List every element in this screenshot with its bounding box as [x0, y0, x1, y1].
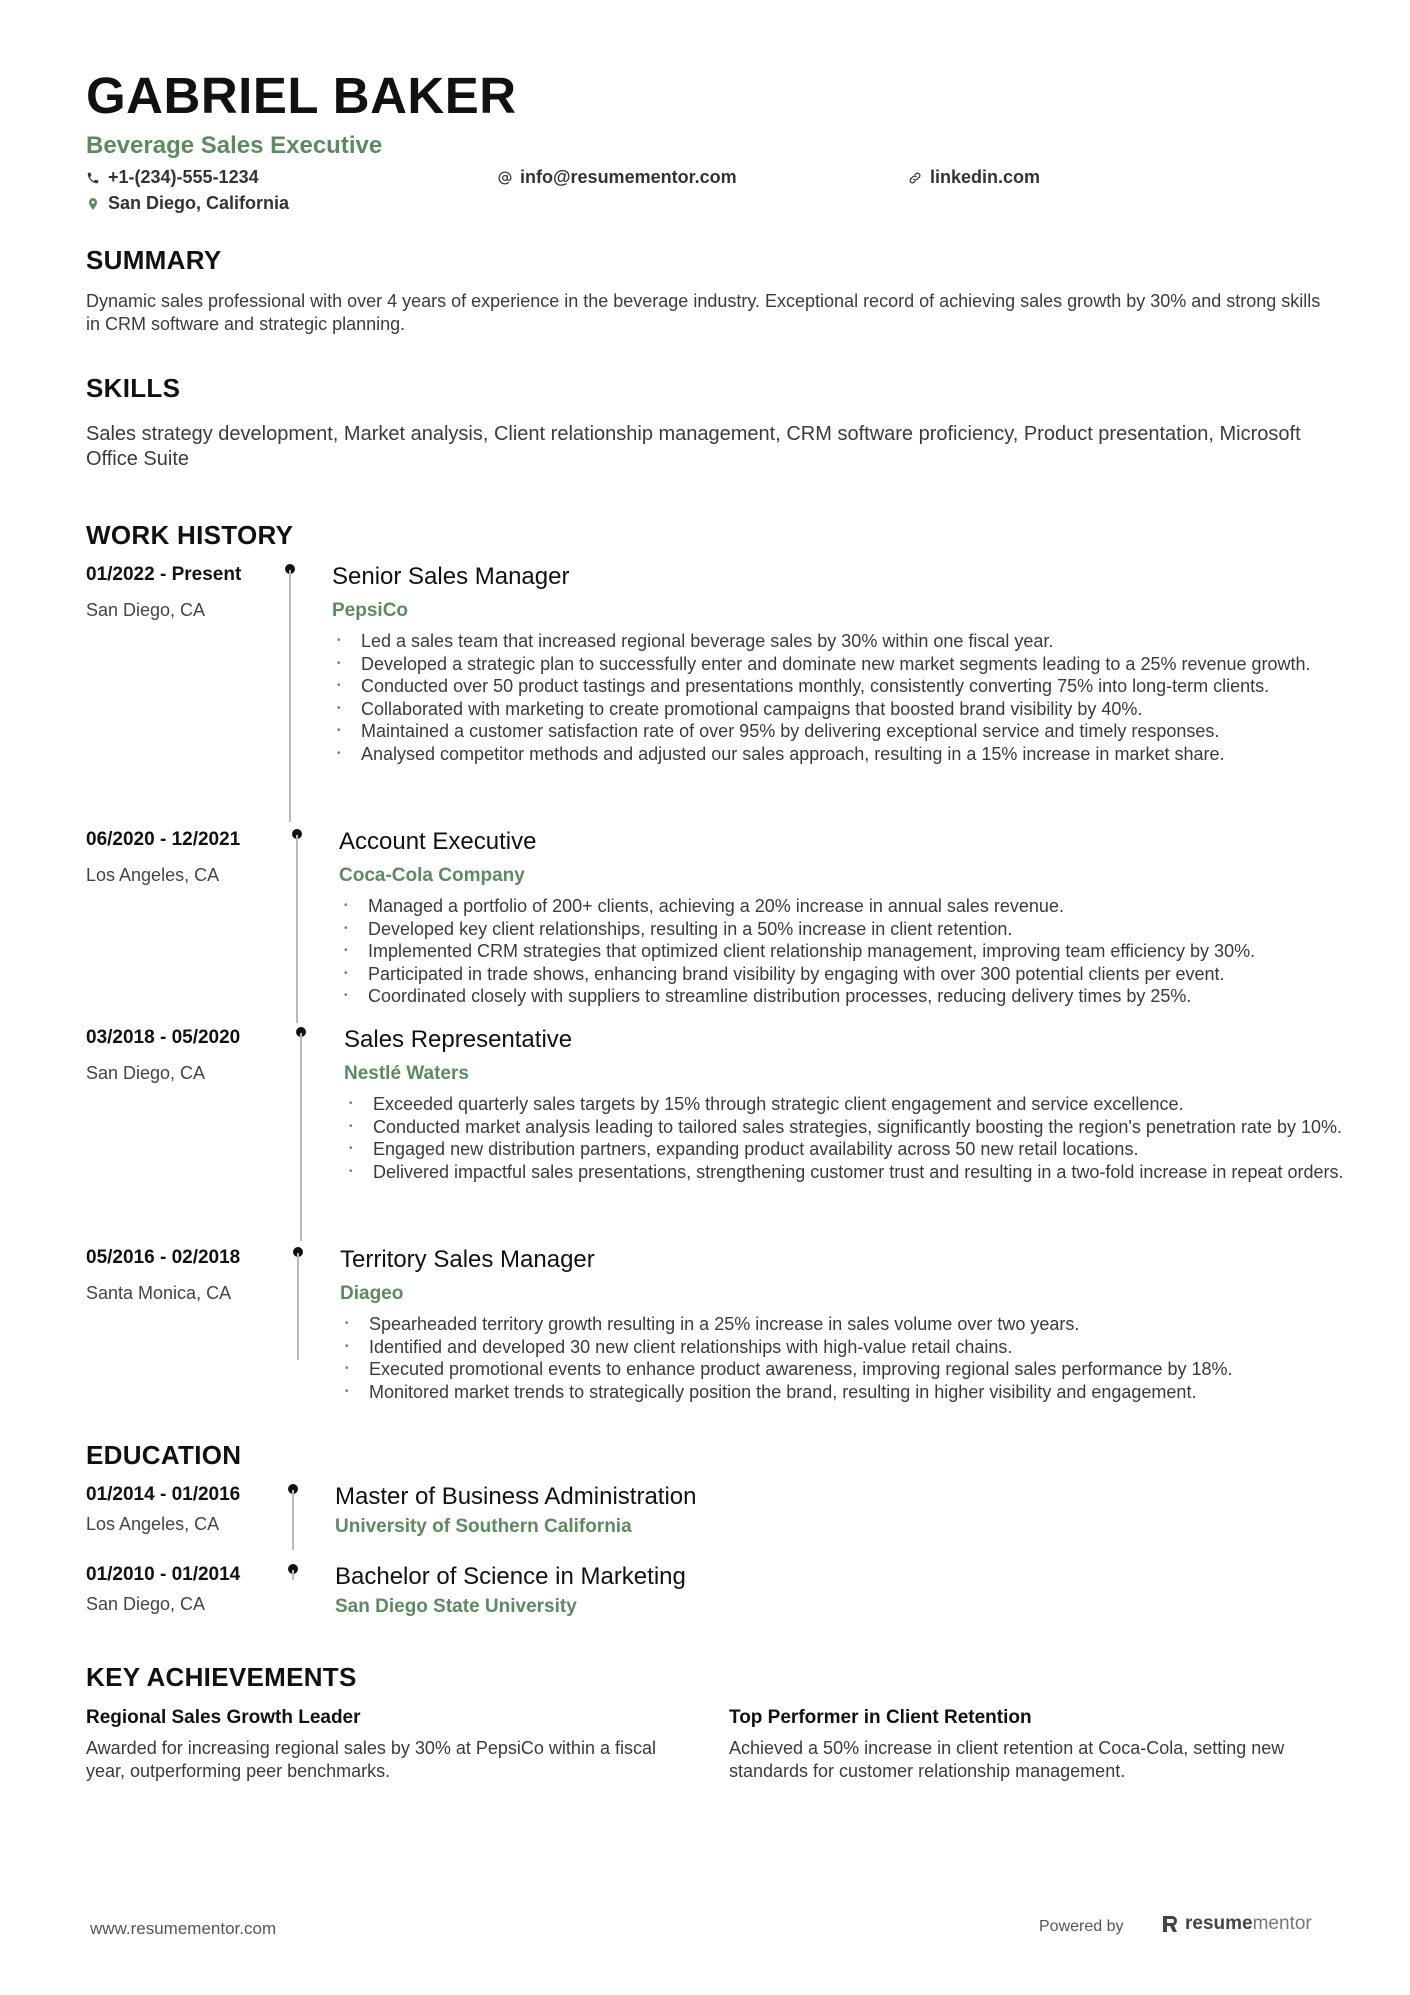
job-company: Coca-Cola Company: [339, 865, 525, 887]
education-degree: Master of Business Administration: [335, 1483, 697, 1510]
job-bullets: [339, 895, 1339, 1008]
achievement-desc: Achieved a 50% increase in client retention at Coca-Cola, setting new standards for customer relationship management.: [729, 1738, 1285, 1781]
job-dates: 01/2022 - Present: [86, 564, 242, 585]
education-location: Los Angeles, CA: [86, 1514, 220, 1534]
job-bullet: • Identified and developed 30 new client relationships with high-value retail chains.: [340, 1336, 1340, 1359]
skills-text: Sales strategy development, Market analysis, Client relationship management, CRM software proficiency, Product presentation, Microsoft Office Suite: [86, 423, 1301, 470]
at-icon: [498, 171, 512, 185]
job-bullet: • Implemented CRM strategies that optimized client relationship management, improving team efficiency by 30%.: [339, 940, 1339, 963]
timeline-line: [300, 1033, 302, 1241]
achievement-item: [86, 1707, 666, 1783]
job-bullets: [344, 1093, 1344, 1183]
job-meta: [86, 1247, 286, 1304]
job-meta: [86, 829, 286, 886]
job-details: [339, 829, 1339, 1008]
job-bullet: • Participated in trade shows, enhancing brand visibility by engaging with over 300 potential clients per event.: [339, 963, 1339, 986]
job-bullet: • Developed key client relationships, resulting in a 50% increase in client retention.: [339, 918, 1339, 941]
job-details: [332, 564, 1332, 765]
skills-section: [86, 373, 1326, 472]
summary-heading: SUMMARY: [86, 245, 222, 275]
candidate-name: GABRIEL BAKER: [86, 67, 517, 124]
job-bullet: • Engaged new distribution partners, expanding product availability across 50 new retail locations.: [344, 1138, 1344, 1161]
resumementor-logo-icon: [1161, 1914, 1179, 1934]
job-role: Account Executive: [339, 828, 537, 855]
job-role: Territory Sales Manager: [340, 1246, 595, 1273]
job-bullets: [340, 1313, 1340, 1403]
education-heading: EDUCATION: [86, 1440, 242, 1470]
achievement-desc: Awarded for increasing regional sales by 30% at PepsiCo within a fiscal year, outperforming peer benchmarks.: [86, 1738, 656, 1781]
education-meta: [86, 1484, 286, 1535]
job-bullet: • Led a sales team that increased regional beverage sales by 30% within one fiscal year.: [332, 630, 1332, 653]
job-meta: [86, 564, 286, 621]
brand-name-part-1: resume: [1185, 1913, 1253, 1934]
work-history-section: [86, 520, 1326, 551]
education-school: San Diego State University: [335, 1596, 577, 1618]
job-bullet: • Spearheaded territory growth resulting in a 25% increase in sales volume over two years.: [340, 1313, 1340, 1336]
job-meta: [86, 1027, 286, 1084]
job-role: Senior Sales Manager: [332, 563, 570, 590]
phone-text: +1-(234)-555-1234: [108, 167, 259, 188]
timeline-line: [292, 1490, 294, 1550]
timeline-line: [292, 1570, 294, 1580]
job-company: PepsiCo: [332, 600, 409, 622]
contact-info: [86, 167, 1326, 225]
job-company: Nestlé Waters: [344, 1063, 469, 1085]
phone-contact: [86, 167, 259, 188]
education-location: San Diego, CA: [86, 1594, 206, 1614]
job-location: Los Angeles, CA: [86, 865, 220, 885]
job-location: San Diego, CA: [86, 600, 206, 620]
job-details: [344, 1027, 1344, 1183]
education-details: [335, 1484, 1235, 1538]
summary-text: Dynamic sales professional with over 4 years of experience in the beverage industry. Exceptional record of achieving sales growth by 30% and strong skills in CRM software and strategic planning.: [86, 291, 1321, 334]
link-icon: [908, 171, 922, 185]
job-details: [340, 1247, 1340, 1403]
phone-icon: [86, 171, 100, 185]
job-dates: 05/2016 - 02/2018: [86, 1247, 241, 1268]
education-dates: 01/2014 - 01/2016: [86, 1484, 241, 1505]
education-meta: [86, 1564, 286, 1615]
brand-name-part-2: mentor: [1252, 1913, 1312, 1934]
location-pin-icon: [86, 197, 100, 211]
job-bullet: • Developed a strategic plan to successfully enter and dominate new market segments leading to a 25% revenue growth.: [332, 653, 1332, 676]
powered-by-label: Powered by: [1039, 1918, 1124, 1935]
timeline-line: [297, 1253, 299, 1360]
linkedin-contact[interactable]: [908, 167, 1040, 188]
job-bullet: • Executed promotional events to enhance product awareness, improving regional sales performance by 18%.: [340, 1358, 1340, 1381]
education-degree: Bachelor of Science in Marketing: [335, 1563, 686, 1590]
email-contact[interactable]: [498, 167, 737, 188]
location-text: San Diego, California: [108, 193, 290, 214]
education-school: University of Southern California: [335, 1516, 632, 1538]
achievement-item: [729, 1707, 1329, 1783]
achievement-title: Top Performer in Client Retention: [729, 1707, 1032, 1728]
summary-section: [86, 245, 1326, 336]
job-title: Beverage Sales Executive: [86, 132, 383, 159]
education-details: [335, 1564, 1235, 1618]
job-bullet: • Managed a portfolio of 200+ clients, achieving a 20% increase in annual sales revenue.: [339, 895, 1339, 918]
brand-logo[interactable]: [1161, 1913, 1312, 1935]
job-location: San Diego, CA: [86, 1063, 206, 1083]
job-bullet: • Coordinated closely with suppliers to streamline distribution processes, reducing delivery times by 25%.: [339, 985, 1339, 1008]
job-bullet: • Conducted over 50 product tastings and presentations monthly, consistently converting 75% into long-term clients.: [332, 675, 1332, 698]
linkedin-text[interactable]: linkedin.com: [930, 167, 1041, 188]
job-dates: 03/2018 - 05/2020: [86, 1027, 241, 1048]
achievement-title: Regional Sales Growth Leader: [86, 1707, 361, 1728]
timeline-line: [289, 570, 291, 822]
achievements-heading: KEY ACHIEVEMENTS: [86, 1662, 357, 1692]
location-contact: [86, 193, 289, 214]
education-dates: 01/2010 - 01/2014: [86, 1564, 241, 1585]
skills-heading: SKILLS: [86, 373, 181, 403]
job-bullet: • Delivered impactful sales presentations, strengthening customer trust and resulting in a two-fold increase in repeat orders.: [344, 1161, 1344, 1184]
job-bullets: [332, 630, 1332, 765]
work-history-heading: WORK HISTORY: [86, 520, 294, 550]
job-role: Sales Representative: [344, 1026, 573, 1053]
job-dates: 06/2020 - 12/2021: [86, 829, 241, 850]
job-bullet: • Analysed competitor methods and adjusted our sales approach, resulting in a 15% increase in market share.: [332, 743, 1332, 766]
job-bullet: • Monitored market trends to strategically position the brand, resulting in higher visibility and engagement.: [340, 1381, 1340, 1404]
education-section: [86, 1440, 1326, 1471]
achievements-section: [86, 1662, 1326, 1693]
timeline-line: [296, 835, 298, 1023]
job-bullet: • Exceeded quarterly sales targets by 15% through strategic client engagement and service excellence.: [344, 1093, 1344, 1116]
job-location: Santa Monica, CA: [86, 1283, 232, 1303]
job-company: Diageo: [340, 1283, 404, 1305]
job-bullet: • Collaborated with marketing to create promotional campaigns that boosted brand visibility by 40%.: [332, 698, 1332, 721]
job-bullet: • Maintained a customer satisfaction rate of over 95% by delivering exceptional service and timely responses.: [332, 720, 1332, 743]
email-text[interactable]: info@resumementor.com: [520, 167, 737, 188]
job-bullet: • Conducted market analysis leading to tailored sales strategies, significantly boosting the region's penetration rate by 10%.: [344, 1116, 1344, 1139]
footer-website-link[interactable]: www.resumementor.com: [90, 1919, 277, 1938]
